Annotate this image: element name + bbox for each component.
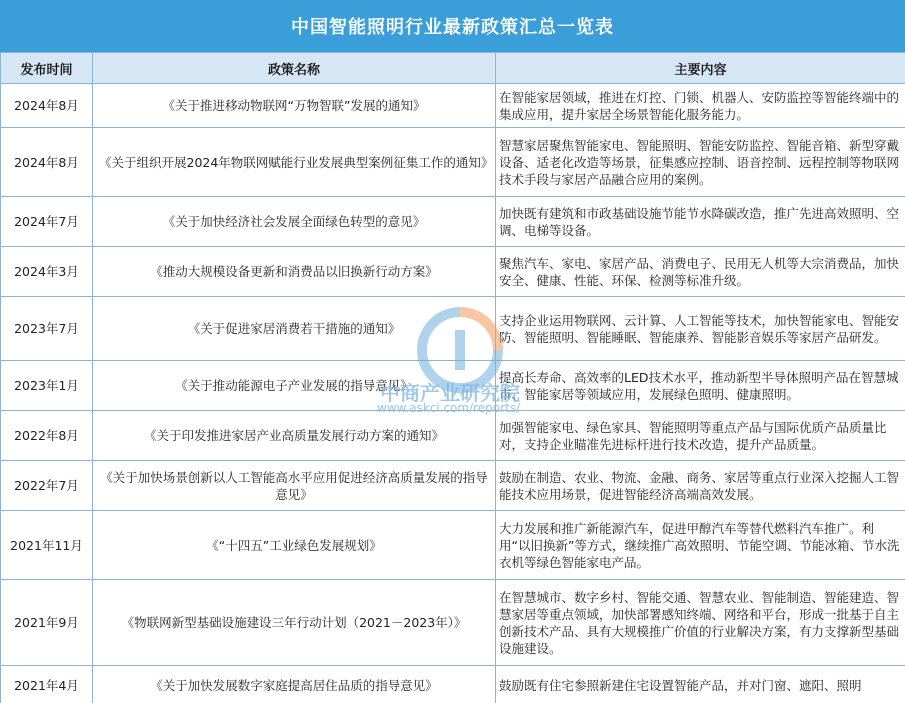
row-content: 在智慧城市、数字乡村、智能交通、智慧农业、智能制造、智能建造、智慧家居等重点领域，加快部署感知终端、网络和平台，形成一批基于自主创新技术产品、具有大规模推广价值的行业解决方案，有力支撑新型基础设施建设。 — [496, 580, 905, 666]
row-policy-name: 《关于推进移动物联网“万物智联”发展的通知》 — [93, 84, 496, 128]
table-row — [1, 411, 905, 461]
row-content: 鼓励既有住宅参照新建住宅设置智能产品，并对门窗、遮阳、照明 — [496, 666, 905, 703]
row-date: 2021年11月 — [1, 511, 93, 580]
row-content: 智慧家居聚焦智能家电、智能照明、智能安防监控、智能音箱、新型穿戴设备、适老化改造等场景，征集感应控制、语音控制、远程控制等物联网技术手段与家居产品融合应用的案例。 — [496, 128, 905, 197]
row-date: 2021年4月 — [1, 666, 93, 703]
row-content: 大力发展和推广新能源汽车，促进甲醇汽车等替代燃料汽车推广。利用“以旧换新”等方式，继续推广高效照明、节能空调、节能冰箱、节水洗衣机等绿色智能家电产品。 — [496, 511, 905, 580]
page-title: 中国智能照明行业最新政策汇总一览表 — [0, 0, 905, 52]
row-policy-name: 《关于加快场景创新以人工智能高水平应用促进经济高质量发展的指导意见》 — [93, 461, 496, 511]
table-row — [1, 297, 905, 361]
row-date: 2024年8月 — [1, 128, 93, 197]
row-policy-name: 《关于组织开展2024年物联网赋能行业发展典型案例征集工作的通知》 — [93, 128, 496, 197]
row-content: 鼓励在制造、农业、物流、金融、商务、家居等重点行业深入挖掘人工智能技术应用场景，促进智能经济高端高效发展。 — [496, 461, 905, 511]
row-policy-name: 《“十四五”工业绿色发展规划》 — [93, 511, 496, 580]
table-row — [1, 511, 905, 580]
row-policy-name: 《推动大规模设备更新和消费品以旧换新行动方案》 — [93, 247, 496, 297]
watermark-text: 中商产业研究院 — [380, 381, 520, 405]
row-policy-name: 《关于促进家居消费若干措施的通知》 — [93, 297, 496, 361]
watermark-url: www.askci.com/reports/ — [377, 401, 521, 415]
row-content: 在智能家居领域，推进在灯控、门锁、机器人、安防监控等智能终端中的集成应用，提升家居全场景智能化服务能力。 — [496, 84, 905, 128]
row-content: 加强智能家电、绿色家具、智能照明等重点产品与国际优质产品质量比对，支持企业瞄准先进标杆进行技术改造，提升产品质量。 — [496, 411, 905, 461]
row-content: 支持企业运用物联网、云计算、人工智能等技术，加快智能家电、智能安防、智能照明、智能睡眠、智能康养、智能影音娱乐等家居产品研发。 — [496, 297, 905, 361]
row-date: 2021年9月 — [1, 580, 93, 666]
table-row — [1, 128, 905, 197]
row-policy-name: 《关于加快经济社会发展全面绿色转型的意见》 — [93, 197, 496, 247]
table-row — [1, 666, 905, 703]
table-row — [1, 197, 905, 247]
row-policy-name: 《关于加快发展数字家庭提高居住品质的指导意见》 — [93, 666, 496, 703]
table-row — [1, 247, 905, 297]
row-policy-name: 《关于印发推进家居产业高质量发展行动方案的通知》 — [93, 411, 496, 461]
row-date: 2024年3月 — [1, 247, 93, 297]
row-policy-name: 《关于推动能源电子产业发展的指导意见》 — [93, 361, 496, 411]
column-header-date: 发布时间 — [1, 53, 93, 84]
table-header-row — [1, 53, 905, 84]
row-content: 提高长寿命、高效率的LED技术水平，推动新型半导体照明产品在智慧城市、智能家居等领域应用，发展绿色照明、健康照明。 — [496, 361, 905, 411]
table-row — [1, 580, 905, 666]
column-header-content: 主要内容 — [496, 53, 905, 84]
table-row — [1, 84, 905, 128]
row-date: 2024年7月 — [1, 197, 93, 247]
row-date: 2023年7月 — [1, 297, 93, 361]
row-content: 加快既有建筑和市政基础设施节能节水降碳改造，推广先进高效照明、空调、电梯等设备。 — [496, 197, 905, 247]
row-date: 2023年1月 — [1, 361, 93, 411]
row-date: 2024年8月 — [1, 84, 93, 128]
table-row — [1, 461, 905, 511]
column-header-name: 政策名称 — [93, 53, 496, 84]
row-date: 2022年7月 — [1, 461, 93, 511]
row-policy-name: 《物联网新型基础设施建设三年行动计划（2021－2023年）》 — [93, 580, 496, 666]
row-date: 2022年8月 — [1, 411, 93, 461]
row-content: 聚焦汽车、家电、家居产品、消费电子、民用无人机等大宗消费品，加快安全、健康、性能、环保、检测等标准升级。 — [496, 247, 905, 297]
